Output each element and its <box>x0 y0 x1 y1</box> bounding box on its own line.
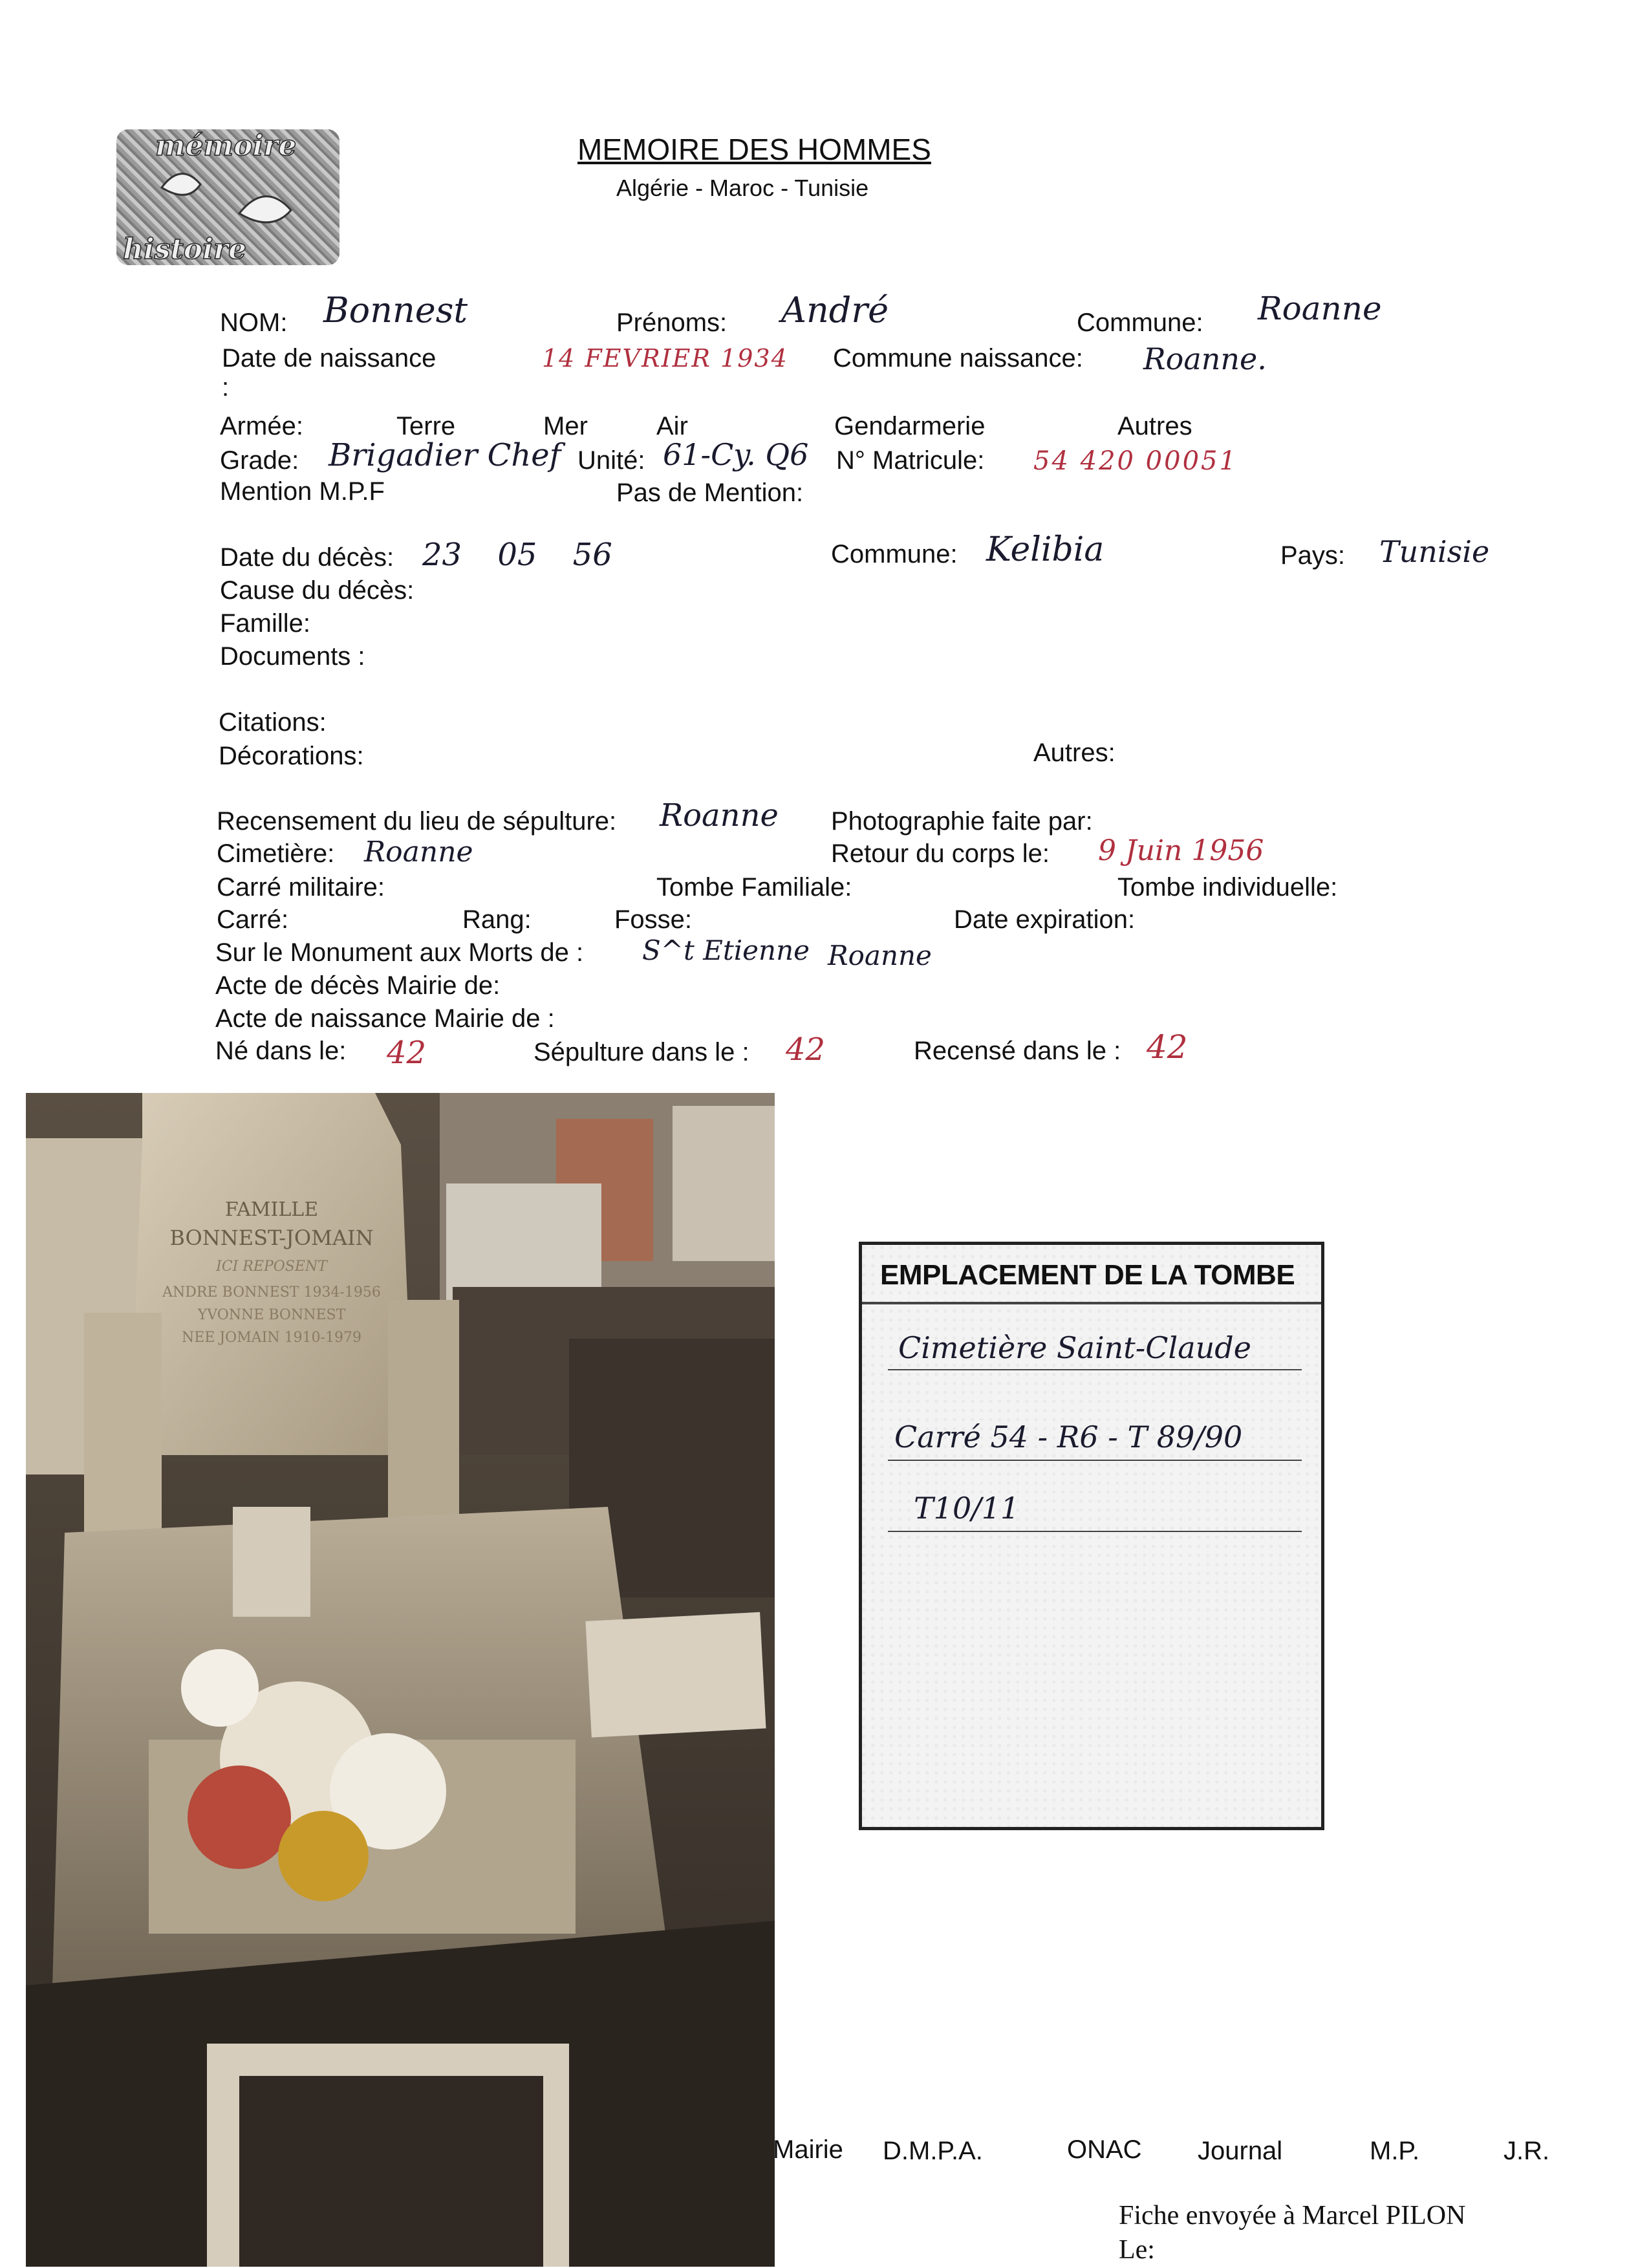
grade-value: Brigadier Chef <box>329 437 561 473</box>
footer-mairie: Mairie <box>773 2135 843 2164</box>
unite-label: Unité: <box>577 446 645 475</box>
autres-service-label: Autres <box>1117 412 1192 440</box>
monument-value-2: Roanne <box>828 940 932 971</box>
page-title: MEMOIRE DES HOMMES <box>577 133 931 166</box>
commune-deces-value: Kelibia <box>986 530 1105 569</box>
cause-deces-label: Cause du décès: <box>220 576 415 605</box>
mention-label: Mention M.P.F <box>220 477 385 506</box>
famille-label: Famille: <box>220 609 311 638</box>
acte-naissance-label: Acte de naissance Mairie de : <box>215 1004 555 1033</box>
svg-text:mémoire: mémoire <box>155 129 297 162</box>
commune-naissance-label: Commune naissance: <box>833 344 1083 373</box>
terre-label: Terre <box>396 412 456 440</box>
matricule-label: N° Matricule: <box>836 446 985 475</box>
carre-label: Carré: <box>217 905 289 934</box>
footer-le: Le: <box>1119 2235 1155 2265</box>
unite-value: 61-Cy. Q6 <box>663 437 809 472</box>
decorations-label: Décorations: <box>219 742 364 770</box>
gendarmerie-label: Gendarmerie <box>834 412 986 440</box>
tomb-location-card <box>859 1242 1324 1830</box>
date-deces-value: 23 05 56 <box>422 537 612 573</box>
commune-label: Commune: <box>1077 308 1203 337</box>
footer-fiche: Fiche envoyée à Marcel PILON <box>1119 2201 1466 2230</box>
prenoms-label: Prénoms: <box>616 308 727 337</box>
monument-label: Sur le Monument aux Morts de : <box>215 938 584 967</box>
engraving-line-4: ANDRE BONNEST 1934-1956 <box>162 1284 381 1301</box>
tomb-card-divider <box>862 1302 1321 1304</box>
recensement-label: Recensement du lieu de sépulture: <box>217 807 617 836</box>
monument-value-1: S^t Etienne <box>642 934 810 966</box>
engraving-line-5: YVONNE BONNEST <box>197 1307 346 1323</box>
sepulture-dans-value: 42 <box>786 1031 826 1068</box>
naissance-colon: : <box>222 373 230 402</box>
recensement-value: Roanne <box>660 797 779 834</box>
commune-deces-label: Commune: <box>831 540 958 568</box>
engraving-line-2: BONNEST-JOMAIN <box>169 1226 374 1250</box>
footer-dmpa: D.M.P.A. <box>883 2137 983 2165</box>
prenoms-value: André <box>781 290 889 330</box>
retour-corps-label: Retour du corps le: <box>831 839 1050 868</box>
pays-label: Pays: <box>1280 541 1346 570</box>
carre-militaire-label: Carré militaire: <box>217 873 385 902</box>
tomb-card-line-2 <box>888 1460 1302 1461</box>
page-subtitle: Algérie - Maroc - Tunisie <box>616 175 869 201</box>
footer-jr: J.R. <box>1503 2137 1550 2165</box>
footer-onac: ONAC <box>1067 2135 1142 2164</box>
acte-deces-label: Acte de décès Mairie de: <box>215 971 501 1000</box>
footer-journal: Journal <box>1198 2137 1283 2165</box>
nom-value: Bonnest <box>323 290 468 330</box>
ne-dans-value: 42 <box>387 1035 427 1071</box>
rang-label: Rang: <box>462 905 532 934</box>
armee-label: Armée: <box>220 412 303 440</box>
cimetiere-label: Cimetière: <box>217 839 335 868</box>
fosse-label: Fosse: <box>614 905 693 934</box>
svg-text:histoire: histoire <box>123 233 247 265</box>
tombe-familiale-label: Tombe Familiale: <box>656 873 852 902</box>
tomb-card-line-3 <box>888 1531 1302 1532</box>
tomb-card-line-1 <box>888 1369 1302 1370</box>
sepulture-dans-label: Sépulture dans le : <box>534 1038 749 1066</box>
commune-value: Roanne <box>1258 290 1382 327</box>
pays-value: Tunisie <box>1379 534 1490 569</box>
naissance-label: Date de naissance <box>222 344 436 373</box>
autres-label: Autres: <box>1033 739 1116 767</box>
naissance-value: 14 FEVRIER 1934 <box>542 344 788 373</box>
grade-label: Grade: <box>220 446 299 475</box>
pas-mention-label: Pas de Mention: <box>616 479 804 507</box>
cimetiere-value: Roanne <box>364 836 473 869</box>
photographie-label: Photographie faite par: <box>831 807 1093 836</box>
footer-mp: M.P. <box>1370 2137 1420 2165</box>
commune-naissance-value: Roanne. <box>1143 341 1267 376</box>
recense-dans-label: Recensé dans le : <box>914 1037 1121 1065</box>
citations-label: Citations: <box>219 708 327 737</box>
tomb-card-cemetery: Cimetière Saint-Claude <box>898 1330 1251 1365</box>
date-expiration-label: Date expiration: <box>954 905 1136 934</box>
mer-label: Mer <box>543 412 588 440</box>
ne-dans-label: Né dans le: <box>215 1037 347 1065</box>
tombe-individuelle-label: Tombe individuelle: <box>1117 873 1338 902</box>
engraving-line-3: ICI REPOSENT <box>216 1258 327 1275</box>
tomb-card-plot: Carré 54 - R6 - T 89/90 <box>894 1420 1243 1454</box>
matricule-value: 54 420 00051 <box>1033 446 1238 476</box>
engraving-line-6: NEE JOMAIN 1910-1979 <box>182 1330 361 1346</box>
date-deces-label: Date du décès: <box>220 543 394 572</box>
documents-label: Documents : <box>220 642 365 671</box>
nom-label: NOM: <box>220 308 288 337</box>
retour-corps-value: 9 Juin 1956 <box>1098 834 1264 867</box>
engraving-line-1: FAMILLE <box>224 1198 319 1221</box>
memoire-histoire-logo <box>116 129 339 265</box>
tomb-card-tombs: T10/11 <box>914 1491 1020 1526</box>
recense-dans-value: 42 <box>1147 1028 1188 1066</box>
tomb-card-heading: EMPLACEMENT DE LA TOMBE <box>880 1259 1295 1291</box>
grave-photograph <box>26 1093 775 2267</box>
air-label: Air <box>656 412 688 440</box>
